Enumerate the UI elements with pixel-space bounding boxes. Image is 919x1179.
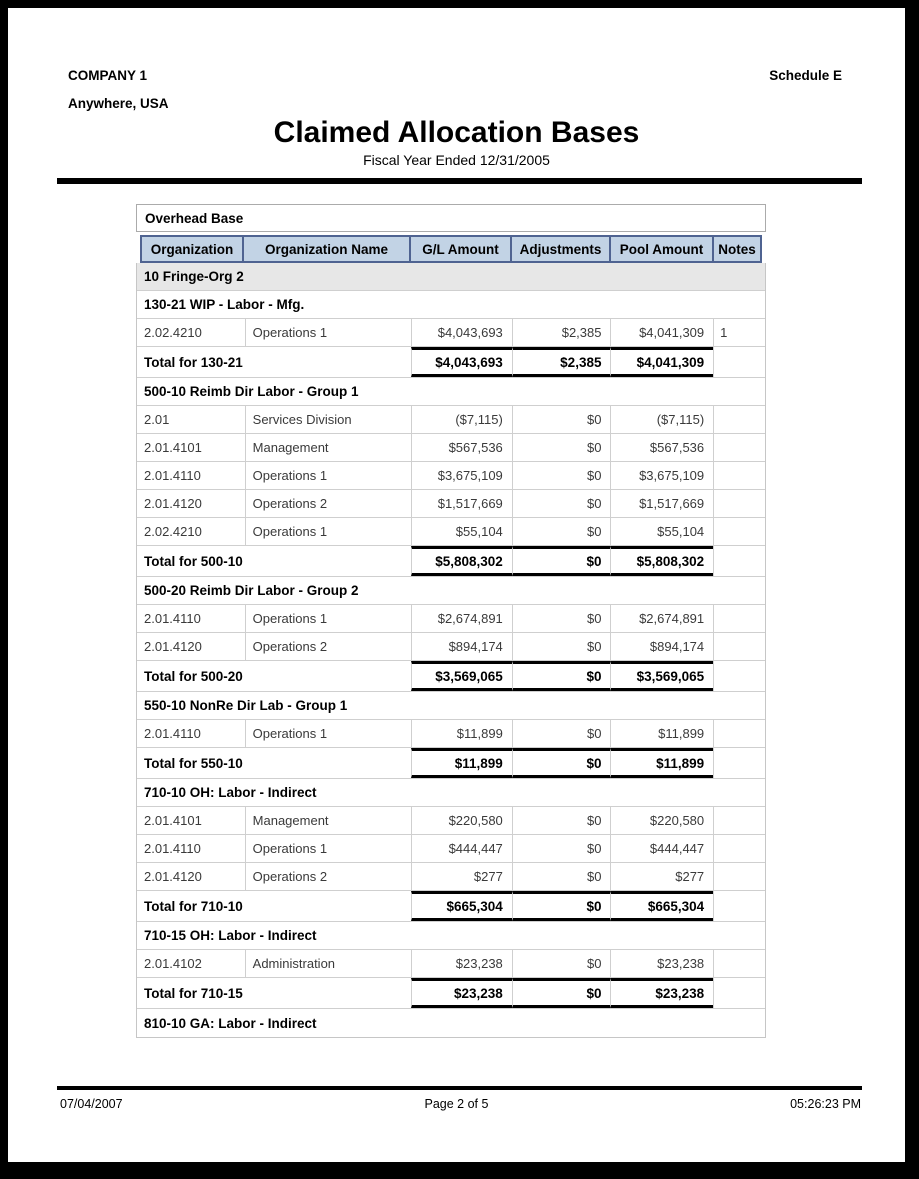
- pool-amount-cell: ($7,115): [610, 406, 713, 433]
- total-pool-amount-cell: $23,238: [610, 978, 713, 1008]
- adjustments-cell: $0: [512, 490, 611, 517]
- org-name-cell: Management: [245, 807, 411, 834]
- adjustments-cell: $0: [512, 633, 611, 660]
- org-name-cell: Operations 2: [245, 490, 411, 517]
- notes-cell: [713, 490, 765, 517]
- total-notes-cell: [713, 978, 765, 1008]
- notes-cell: [713, 863, 765, 890]
- org-code-cell: 2.01.4110: [144, 841, 201, 856]
- adjustments-cell: $0: [512, 950, 611, 977]
- org-code-cell: 2.01.4110: [144, 468, 201, 483]
- group-header-band: 500-20 Reimb Dir Labor - Group 2: [137, 577, 765, 605]
- notes-cell: [713, 720, 765, 747]
- table-row: [137, 863, 765, 891]
- report-subtitle: Fiscal Year Ended 12/31/2005: [363, 152, 550, 168]
- total-label-cell: Total for 130-21: [144, 354, 243, 370]
- notes-cell: [713, 835, 765, 862]
- total-label-cell: Total for 710-10: [144, 898, 243, 914]
- org-name-cell: Operations 1: [245, 518, 411, 545]
- adjustments-cell: $0: [512, 518, 611, 545]
- header-rule: [57, 178, 862, 184]
- org-code-cell: 2.01.4110: [144, 726, 201, 741]
- table-row: [137, 319, 765, 347]
- notes-cell: [713, 633, 765, 660]
- org-name-cell: Operations 2: [245, 633, 411, 660]
- gl-amount-cell: $444,447: [411, 835, 512, 862]
- total-row: [137, 978, 765, 1009]
- adjustments-cell: $0: [512, 434, 611, 461]
- adjustments-cell: $0: [512, 835, 611, 862]
- table-row: [137, 633, 765, 661]
- org-name-cell: Management: [245, 434, 411, 461]
- total-adjustments-cell: $2,385: [512, 347, 611, 377]
- footer-page-number: Page 2 of 5: [424, 1097, 489, 1111]
- adjustments-cell: $0: [512, 605, 611, 632]
- org-name-cell: Administration: [245, 950, 411, 977]
- footer-time: 05:26:23 PM: [790, 1097, 861, 1111]
- org-code-cell: 2.01.4101: [144, 440, 202, 455]
- total-row: [137, 891, 765, 922]
- footer-rule: [57, 1086, 862, 1090]
- total-row: [137, 748, 765, 779]
- table-row: [137, 406, 765, 434]
- column-header-row: [140, 235, 762, 263]
- total-notes-cell: [713, 546, 765, 576]
- table-row: [137, 720, 765, 748]
- company-name: COMPANY 1: [68, 68, 148, 83]
- gl-amount-cell: $277: [411, 863, 512, 890]
- gl-amount-cell: $894,174: [411, 633, 512, 660]
- notes-cell: [713, 605, 765, 632]
- group-header-band: 710-10 OH: Labor - Indirect: [137, 779, 765, 807]
- total-pool-amount-cell: $665,304: [610, 891, 713, 921]
- gl-amount-cell: $2,674,891: [411, 605, 512, 632]
- adjustments-cell: $0: [512, 720, 611, 747]
- adjustments-cell: $0: [512, 406, 611, 433]
- notes-cell: [713, 434, 765, 461]
- pool-amount-cell: $220,580: [610, 807, 713, 834]
- column-header-gl-amount: G/L Amount: [411, 237, 512, 261]
- org-code-cell: 2.01.4110: [144, 611, 201, 626]
- group-header-band: 710-15 OH: Labor - Indirect: [137, 922, 765, 950]
- total-row: [137, 661, 765, 692]
- org-code-cell: 2.01: [144, 412, 170, 427]
- pool-amount-cell: $894,174: [610, 633, 713, 660]
- group-header-band: 810-10 GA: Labor - Indirect: [137, 1009, 765, 1037]
- org-name-cell: Operations 1: [245, 720, 411, 747]
- column-header-pool-amount: Pool Amount: [611, 237, 714, 261]
- org-group-band: 10 Fringe-Org 2: [137, 263, 765, 291]
- table-row: [137, 518, 765, 546]
- table-row: [137, 835, 765, 863]
- table-row: [137, 950, 765, 978]
- pool-amount-cell: $3,675,109: [610, 462, 713, 489]
- total-adjustments-cell: $0: [512, 546, 611, 576]
- notes-cell: [713, 518, 765, 545]
- total-gl-amount-cell: $3,569,065: [411, 661, 512, 691]
- column-header-organization: Organization: [142, 237, 244, 261]
- group-header-band: 550-10 NonRe Dir Lab - Group 1: [137, 692, 765, 720]
- gl-amount-cell: ($7,115): [411, 406, 512, 433]
- org-code-cell: 2.01.4120: [144, 639, 202, 654]
- pool-amount-cell: $55,104: [610, 518, 713, 545]
- total-pool-amount-cell: $11,899: [610, 748, 713, 778]
- total-label-cell: Total for 710-15: [144, 985, 243, 1001]
- total-adjustments-cell: $0: [512, 978, 611, 1008]
- group-header-band: 500-10 Reimb Dir Labor - Group 1: [137, 378, 765, 406]
- adjustments-cell: $0: [512, 462, 611, 489]
- org-name-cell: Operations 1: [245, 462, 411, 489]
- report-title: Claimed Allocation Bases: [273, 116, 640, 149]
- pool-amount-cell: $2,674,891: [610, 605, 713, 632]
- org-code-cell: 2.01.4120: [144, 496, 202, 511]
- column-header-notes: Notes: [718, 241, 756, 257]
- gl-amount-cell: $1,517,669: [411, 490, 512, 517]
- total-label-cell: Total for 500-20: [144, 668, 243, 684]
- total-row: [137, 546, 765, 577]
- org-name-cell: Operations 1: [245, 605, 411, 632]
- table-row: [137, 490, 765, 518]
- org-code-cell: 2.02.4210: [144, 524, 202, 539]
- gl-amount-cell: $3,675,109: [411, 462, 512, 489]
- gl-amount-cell: $220,580: [411, 807, 512, 834]
- table-row: [137, 462, 765, 490]
- total-adjustments-cell: $0: [512, 661, 611, 691]
- total-label-cell: Total for 500-10: [144, 553, 243, 569]
- schedule-label: Schedule E: [769, 68, 842, 83]
- total-gl-amount-cell: $665,304: [411, 891, 512, 921]
- pool-amount-cell: $23,238: [610, 950, 713, 977]
- gl-amount-cell: $55,104: [411, 518, 512, 545]
- org-name-cell: Services Division: [245, 406, 411, 433]
- total-notes-cell: [713, 661, 765, 691]
- total-pool-amount-cell: $3,569,065: [610, 661, 713, 691]
- allocation-table: [136, 204, 766, 1038]
- notes-cell: [713, 462, 765, 489]
- adjustments-cell: $2,385: [512, 319, 611, 346]
- gl-amount-cell: $11,899: [411, 720, 512, 747]
- gl-amount-cell: $23,238: [411, 950, 512, 977]
- gl-amount-cell: $567,536: [411, 434, 512, 461]
- total-notes-cell: [713, 891, 765, 921]
- adjustments-cell: $0: [512, 807, 611, 834]
- org-code-cell: 2.01.4120: [144, 869, 202, 884]
- org-name-cell: Operations 1: [245, 835, 411, 862]
- column-header-adjustments: Adjustments: [512, 237, 611, 261]
- footer-date: 07/04/2007: [60, 1097, 123, 1111]
- org-name-cell: Operations 1: [245, 319, 411, 346]
- table-row: [137, 605, 765, 633]
- company-location: Anywhere, USA: [68, 96, 169, 111]
- table-row: [137, 807, 765, 835]
- group-header-band: 130-21 WIP - Labor - Mfg.: [137, 291, 765, 319]
- total-pool-amount-cell: $4,041,309: [610, 347, 713, 377]
- total-row: [137, 347, 765, 378]
- total-pool-amount-cell: $5,808,302: [610, 546, 713, 576]
- notes-cell: [713, 807, 765, 834]
- pool-amount-cell: $567,536: [610, 434, 713, 461]
- total-label-cell: Total for 550-10: [144, 755, 243, 771]
- adjustments-cell: $0: [512, 863, 611, 890]
- notes-cell: 1: [713, 319, 765, 346]
- total-notes-cell: [713, 347, 765, 377]
- org-code-cell: 2.01.4101: [144, 813, 202, 828]
- total-adjustments-cell: $0: [512, 891, 611, 921]
- report-page: [8, 8, 905, 1162]
- total-gl-amount-cell: $5,808,302: [411, 546, 512, 576]
- total-gl-amount-cell: $23,238: [411, 978, 512, 1008]
- total-gl-amount-cell: $4,043,693: [411, 347, 512, 377]
- pool-amount-cell: $444,447: [610, 835, 713, 862]
- table-body: [136, 263, 766, 1038]
- org-code-cell: 2.01.4102: [144, 956, 202, 971]
- pool-amount-cell: $11,899: [610, 720, 713, 747]
- org-name-cell: Operations 2: [245, 863, 411, 890]
- notes-cell: [713, 406, 765, 433]
- total-gl-amount-cell: $11,899: [411, 748, 512, 778]
- gl-amount-cell: $4,043,693: [411, 319, 512, 346]
- column-header-organization-name: Organization Name: [244, 237, 411, 261]
- notes-cell: [713, 950, 765, 977]
- total-adjustments-cell: $0: [512, 748, 611, 778]
- org-code-cell: 2.02.4210: [144, 325, 202, 340]
- pool-amount-cell: $4,041,309: [610, 319, 713, 346]
- total-notes-cell: [713, 748, 765, 778]
- table-row: [137, 434, 765, 462]
- pool-amount-cell: $277: [610, 863, 713, 890]
- section-title: Overhead Base: [136, 204, 766, 232]
- pool-amount-cell: $1,517,669: [610, 490, 713, 517]
